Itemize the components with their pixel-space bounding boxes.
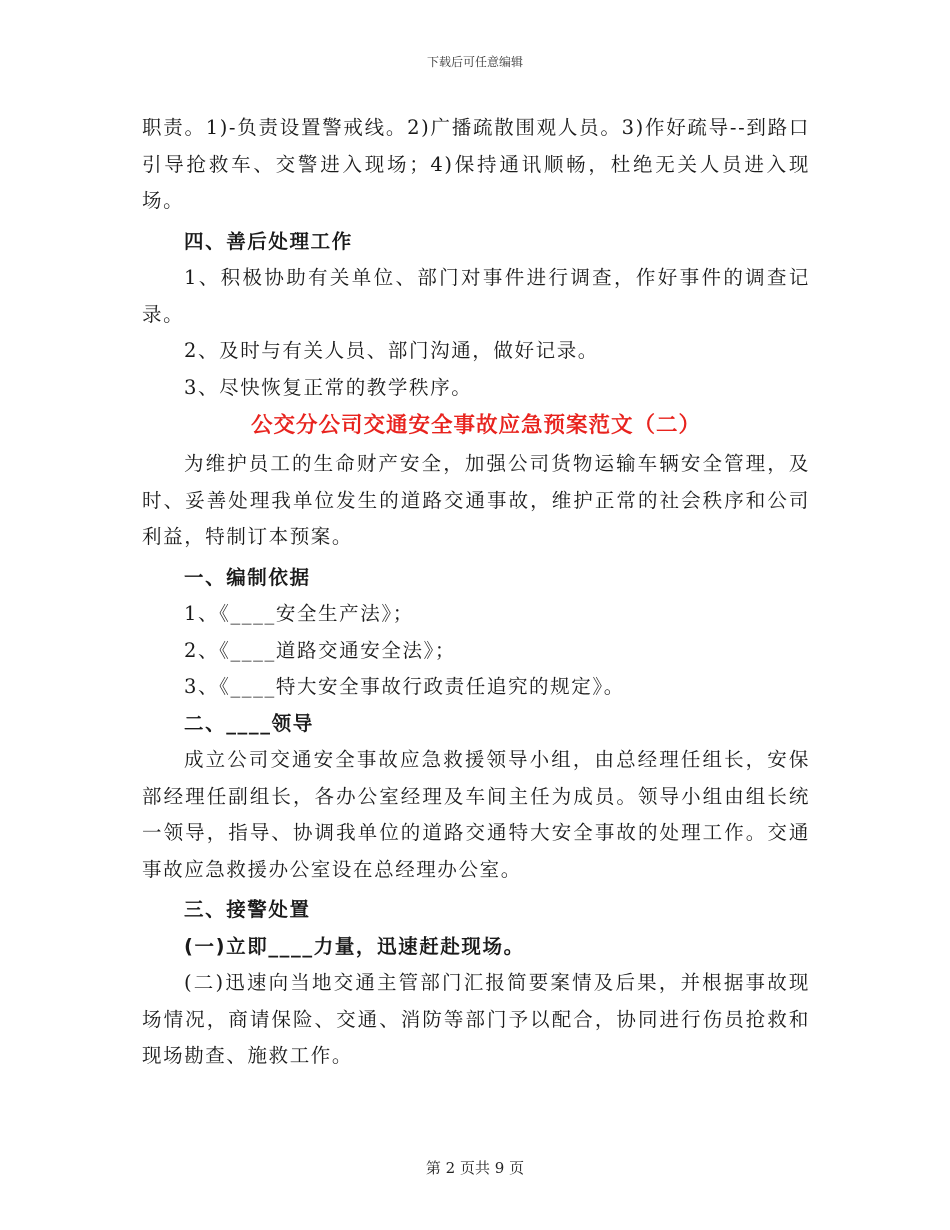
paragraph-aftermath-2: 2、及时与有关人员、部门沟通，做好记录。 xyxy=(184,339,599,362)
section-heading-alarm-handling: 三、接警处置 xyxy=(184,898,311,921)
section-heading-aftermath: 四、善后处理工作 xyxy=(184,229,353,253)
paragraph-basis-3: 3、《____特大安全事故行政责任追究的规定》。 xyxy=(184,675,625,698)
paragraph-basis-1: 1、《____安全生产法》； xyxy=(184,602,414,625)
section-heading-leadership: 二、____领导 xyxy=(184,711,314,735)
section-heading-basis: 一、编制依据 xyxy=(184,565,311,589)
paragraph-alarm-step-1: (一)立即____力量，迅速赶赴现场。 xyxy=(184,934,525,958)
page-header: 下载后可任意编辑 xyxy=(426,55,523,69)
paragraph-purpose: 为维护员工的生命财产安全，加强公司货物运输车辆安全管理，及时、妥善处理我单位发生的道路交通事故，维护正常的社会秩序和公司利益，特制订本预案。 xyxy=(142,452,810,548)
paragraph-aftermath-3: 3、尽快恢复正常的教学秩序。 xyxy=(184,375,473,399)
document-body xyxy=(142,110,810,1075)
paragraph-aftermath-1: 1、积极协助有关单位、部门对事件进行调查，作好事件的调查记录。 xyxy=(142,266,810,326)
paragraph-leadership: 成立公司交通安全事故应急救援领导小组，由总经理任组长，安保部经理任副组长，各办公室经理及车间主任为成员。领导小组由组长统一领导，指导、协调我单位的道路交通特大安全事故的处理工作。交通事故应急救援办公室设在总经理办公室。 xyxy=(142,748,810,881)
paragraph-basis-2: 2、《____道路交通安全法》； xyxy=(184,638,457,662)
page-footer: 第 2 页共 9 页 xyxy=(425,1159,525,1177)
document-title: 公交分公司交通安全事故应急预案范文（二） xyxy=(250,413,701,438)
paragraph-duties: 职责。1)-负责设置警戒线。2)广播疏散围观人员。3)作好疏导--到路口引导抢救车、交警进入现场；4)保持通讯顺畅，杜绝无关人员进入现场。 xyxy=(142,116,810,212)
paragraph-alarm-step-2: (二)迅速向当地交通主管部门汇报简要案情及后果，并根据事故现场情况，商请保险、交通、消防等部门予以配合，协同进行伤员抢救和现场勘查、施救工作。 xyxy=(142,971,810,1067)
